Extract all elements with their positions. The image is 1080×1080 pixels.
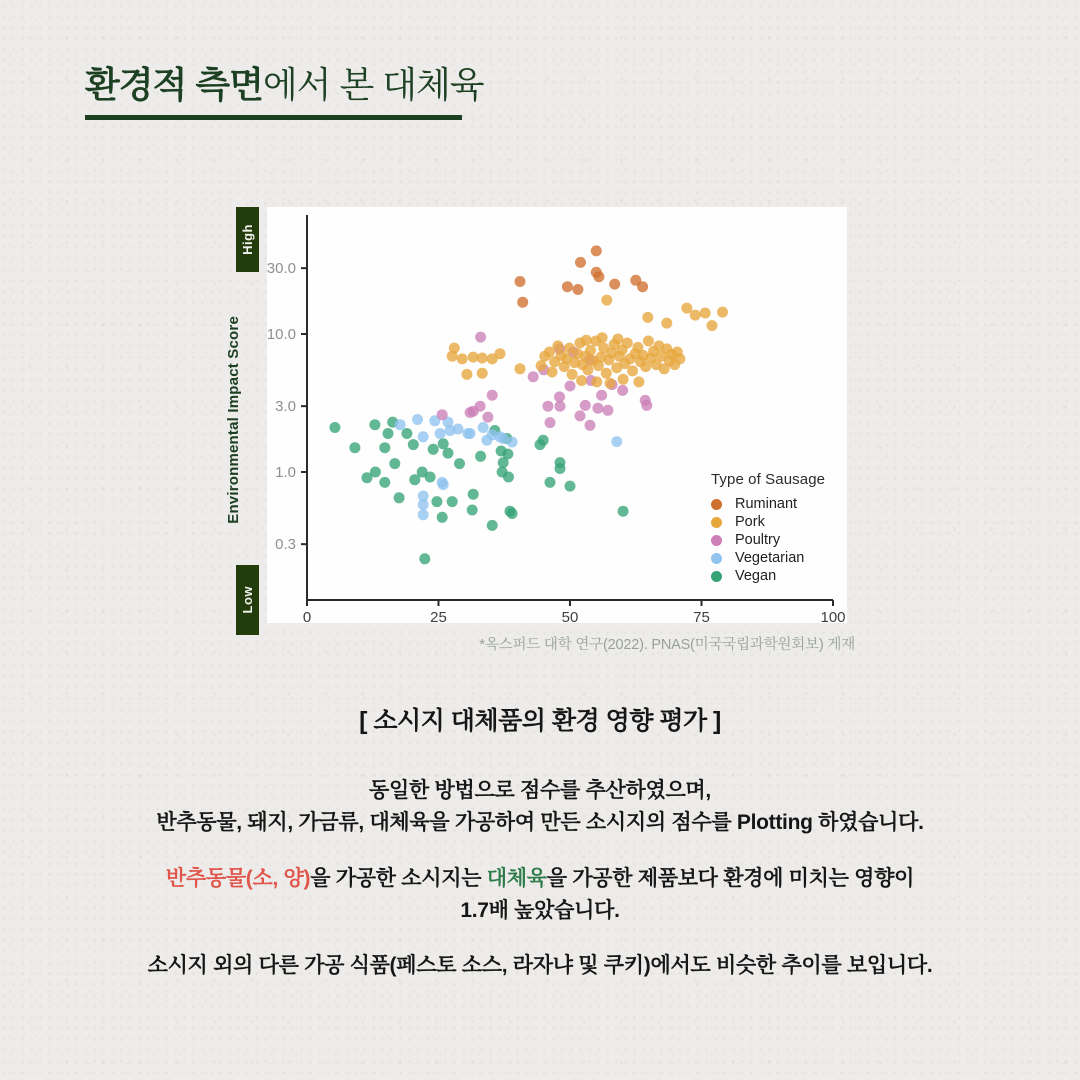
data-point <box>431 496 442 507</box>
data-point <box>379 442 390 453</box>
data-point <box>707 320 718 331</box>
data-point <box>487 353 498 364</box>
page-title-emphasis: 환경적 측면 <box>85 64 263 105</box>
legend-label: Vegan <box>735 568 777 584</box>
data-point <box>585 354 596 365</box>
data-point <box>496 446 507 457</box>
data-point <box>633 376 644 387</box>
data-point <box>409 474 420 485</box>
data-point <box>622 338 633 349</box>
data-point <box>617 344 628 355</box>
data-point <box>591 376 602 387</box>
y-tick-label: 3.0 <box>275 398 296 416</box>
data-point <box>638 350 649 361</box>
data-point <box>418 509 429 520</box>
data-point <box>489 425 500 436</box>
data-point <box>672 347 683 358</box>
data-point <box>528 371 539 382</box>
data-point <box>445 425 456 436</box>
data-point <box>395 419 406 430</box>
data-point <box>495 431 506 442</box>
data-point <box>635 356 646 367</box>
data-point <box>577 359 588 370</box>
paragraph-finding <box>0 863 1080 927</box>
data-point <box>554 391 565 402</box>
data-point <box>369 419 380 430</box>
data-point <box>618 374 629 385</box>
data-point <box>507 508 518 519</box>
y-axis-high-badge <box>236 207 259 272</box>
data-point <box>625 353 636 364</box>
data-point <box>591 267 602 278</box>
data-point <box>477 353 488 364</box>
data-point <box>575 257 586 268</box>
chart-legend <box>711 471 843 585</box>
data-point <box>425 472 436 483</box>
legend-item-pork <box>711 513 843 531</box>
y-axis-high-label: High <box>240 224 255 255</box>
data-point <box>614 351 625 362</box>
x-tick-label: 25 <box>430 609 447 623</box>
paragraph-method <box>0 775 1080 839</box>
data-point <box>648 346 659 357</box>
data-point <box>437 512 448 523</box>
paragraph-other-foods: 소시지 외의 다른 가공 식품(페스토 소스, 라자냐 및 쿠키)에서도 비슷한 추이를 보입니다. <box>147 954 933 977</box>
data-point <box>552 340 563 351</box>
data-point <box>437 409 448 420</box>
data-point <box>478 422 489 433</box>
data-point <box>449 343 460 354</box>
data-point <box>572 284 583 295</box>
data-point <box>575 338 586 349</box>
data-point <box>565 481 576 492</box>
data-point <box>669 359 680 370</box>
series-vegetarian <box>395 414 623 520</box>
data-point <box>596 390 607 401</box>
data-point <box>418 431 429 442</box>
data-point <box>438 479 449 490</box>
data-point <box>674 353 685 364</box>
data-point <box>515 276 526 287</box>
legend-items <box>711 495 843 585</box>
paragraph-finding-line1: 반추동물(소, 양)을 가공한 소시지는 대체육을 가공한 제품보다 환경에 미치는 영향이 <box>165 867 915 890</box>
data-point <box>637 281 648 292</box>
data-point <box>640 361 651 372</box>
data-point <box>582 364 593 375</box>
data-point <box>498 433 509 444</box>
data-point <box>681 303 692 314</box>
data-point <box>502 449 513 460</box>
page-title-rest: 에서 본 대체육 <box>262 64 484 105</box>
y-tick-label: 30.0 <box>267 260 296 278</box>
data-point <box>717 307 728 318</box>
data-point <box>418 499 429 510</box>
data-point <box>598 343 609 354</box>
y-tick-label: 1.0 <box>275 464 296 481</box>
data-point <box>443 448 454 459</box>
data-point <box>435 428 446 439</box>
data-point <box>454 458 465 469</box>
data-point <box>591 245 602 256</box>
data-point <box>545 417 556 428</box>
data-point <box>549 356 560 367</box>
data-point <box>627 365 638 376</box>
legend-dot-ruminant <box>711 499 722 510</box>
data-point <box>601 368 612 379</box>
data-point <box>443 417 454 428</box>
scatter-plot <box>267 207 847 623</box>
legend-item-vegan <box>711 567 843 585</box>
data-point <box>481 435 492 446</box>
data-point <box>641 400 652 411</box>
data-point <box>555 401 566 412</box>
paragraph-finding-line2: 1.7배 높았습니다. <box>460 899 620 922</box>
data-point <box>539 351 550 362</box>
data-point <box>690 310 701 321</box>
legend-item-ruminant <box>711 495 843 513</box>
data-point <box>555 463 566 474</box>
chart-region: High Low Environmental Impact Score 30.0 10.0 3.0 1.0 0.3 0 25 50 75 100 Type of Sausage Ruminant Pork Poultry Vegetarian Vegan *옥스퍼드 대학 연구(2022). PNAS(미국국립과학원회보) 게재 <box>0 0 1080 1080</box>
data-point <box>475 401 486 412</box>
x-tick-label: 0 <box>302 609 312 623</box>
data-point <box>535 439 546 450</box>
y-axis-low-label: Low <box>240 586 255 614</box>
data-point <box>607 379 618 390</box>
data-point <box>482 412 493 423</box>
data-point <box>467 505 478 516</box>
data-point <box>588 355 599 366</box>
data-point <box>643 336 654 347</box>
data-point <box>379 477 390 488</box>
data-point <box>554 343 565 354</box>
data-point <box>590 336 601 347</box>
legend-label: Pork <box>735 514 765 530</box>
data-point <box>700 308 711 319</box>
data-point <box>503 472 514 483</box>
data-point <box>437 477 448 488</box>
data-point <box>646 353 657 364</box>
data-point <box>603 354 614 365</box>
data-point <box>394 492 405 503</box>
data-point <box>447 351 458 362</box>
data-point <box>419 553 430 564</box>
data-point <box>501 433 512 444</box>
data-point <box>438 438 449 449</box>
y-axis-low-badge <box>236 565 259 635</box>
data-point <box>383 428 394 439</box>
x-tick-label: 75 <box>693 609 710 623</box>
data-point <box>463 428 474 439</box>
data-point <box>538 364 549 375</box>
data-point <box>642 312 653 323</box>
data-point <box>417 467 428 478</box>
legend-label: Ruminant <box>735 496 798 512</box>
data-point <box>447 496 458 507</box>
data-point <box>429 415 440 426</box>
x-tick-label: 100 <box>820 609 846 623</box>
data-point <box>575 410 586 421</box>
data-point <box>465 428 476 439</box>
data-point <box>495 348 506 359</box>
data-point <box>453 424 464 435</box>
legend-item-poultry <box>711 531 843 549</box>
data-point <box>630 348 641 359</box>
legend-dot-vegan <box>711 571 722 582</box>
data-point <box>606 347 617 358</box>
data-point <box>461 369 472 380</box>
data-point <box>572 348 583 359</box>
data-point <box>401 428 412 439</box>
data-point <box>555 457 566 468</box>
header <box>85 62 484 120</box>
legend-item-vegetarian <box>711 549 843 567</box>
data-point <box>547 367 558 378</box>
data-point <box>389 458 400 469</box>
data-point <box>609 279 620 290</box>
data-point <box>349 442 360 453</box>
data-point <box>545 477 556 488</box>
data-point <box>661 318 672 329</box>
data-point <box>457 353 468 364</box>
data-point <box>370 467 381 478</box>
data-point <box>556 350 567 361</box>
data-point <box>475 451 486 462</box>
data-point <box>559 361 570 372</box>
series-vegan <box>329 417 628 565</box>
data-point <box>468 406 479 417</box>
data-point <box>580 351 591 362</box>
chart-source-caption: *옥스퍼드 대학 연구(2022). PNAS(미국국립과학원회보) 게재 <box>479 637 855 653</box>
data-point <box>477 368 488 379</box>
legend-label: Poultry <box>735 532 781 548</box>
data-point <box>586 375 597 386</box>
data-point <box>565 381 576 392</box>
data-point <box>593 271 604 282</box>
data-point <box>487 429 498 440</box>
data-point <box>418 491 429 502</box>
data-point <box>630 275 641 286</box>
data-point <box>487 390 498 401</box>
data-point <box>601 295 612 306</box>
paragraph-method-line2: 반추동물, 돼지, 가금류, 대체육을 가공하여 만든 소시지의 점수를 Plotting 하였습니다. <box>156 811 924 834</box>
data-point <box>618 506 629 517</box>
legend-dot-vegetarian <box>711 553 722 564</box>
data-point <box>611 436 622 447</box>
x-tick-label: 50 <box>561 609 579 623</box>
data-point <box>497 467 508 478</box>
data-point <box>538 435 549 446</box>
data-point <box>362 472 373 483</box>
y-tick-label: 10.0 <box>267 326 296 343</box>
data-point <box>585 420 596 431</box>
data-point <box>428 444 439 455</box>
data-point <box>564 343 575 354</box>
data-point <box>592 403 603 414</box>
data-point <box>408 439 419 450</box>
data-point <box>605 378 616 389</box>
y-tick-label: 0.3 <box>275 536 296 554</box>
data-point <box>465 407 476 418</box>
data-point <box>498 457 509 468</box>
data-point <box>619 358 630 369</box>
data-point <box>468 352 479 363</box>
data-point <box>602 405 613 416</box>
data-point <box>468 489 479 500</box>
title-underline <box>85 115 462 120</box>
data-point <box>475 332 486 343</box>
data-point <box>544 347 555 358</box>
data-point <box>617 385 628 396</box>
data-point <box>515 363 526 374</box>
alt-meat-highlight: 대체육 <box>486 867 547 890</box>
data-point <box>659 363 670 374</box>
data-point <box>612 334 623 345</box>
data-point <box>593 360 604 371</box>
data-point <box>597 332 608 343</box>
data-point <box>567 369 578 380</box>
legend-dot-poultry <box>711 535 722 546</box>
data-point <box>640 395 651 406</box>
data-point <box>562 281 573 292</box>
section-header: [ 소시지 대체품의 환경 영향 평가 ] <box>359 707 721 735</box>
data-point <box>661 343 672 354</box>
data-point <box>568 347 579 358</box>
data-point <box>487 520 498 531</box>
data-point <box>653 340 664 351</box>
data-point <box>412 414 423 425</box>
data-point <box>505 506 516 517</box>
series-pork <box>447 295 728 389</box>
data-point <box>542 401 553 412</box>
data-point <box>517 297 528 308</box>
ruminant-highlight: 반추동물(소, 양) <box>165 867 311 890</box>
data-point <box>329 422 340 433</box>
series-ruminant <box>515 245 649 307</box>
data-point <box>651 359 662 370</box>
data-point <box>667 349 678 360</box>
scatter-plot-panel <box>267 207 847 623</box>
data-point <box>536 360 547 371</box>
data-point <box>507 437 518 448</box>
data-point <box>611 362 622 373</box>
data-point <box>585 345 596 356</box>
page-title <box>85 62 484 107</box>
data-point <box>664 355 675 366</box>
data-point <box>576 375 587 386</box>
data-point <box>569 357 580 368</box>
legend-title: Type of Sausage <box>711 471 826 488</box>
data-point <box>561 353 572 364</box>
data-point <box>580 400 591 411</box>
data-point <box>609 339 620 350</box>
data-point <box>632 342 643 353</box>
paragraph-method-line1: 동일한 방법으로 점수를 추산하였으며, <box>369 779 711 802</box>
data-point <box>581 335 592 346</box>
data-point <box>596 352 607 363</box>
legend-label: Vegetarian <box>735 550 805 566</box>
legend-dot-pork <box>711 517 722 528</box>
data-point <box>387 417 398 428</box>
data-point <box>656 351 667 362</box>
series-poultry <box>437 332 653 431</box>
